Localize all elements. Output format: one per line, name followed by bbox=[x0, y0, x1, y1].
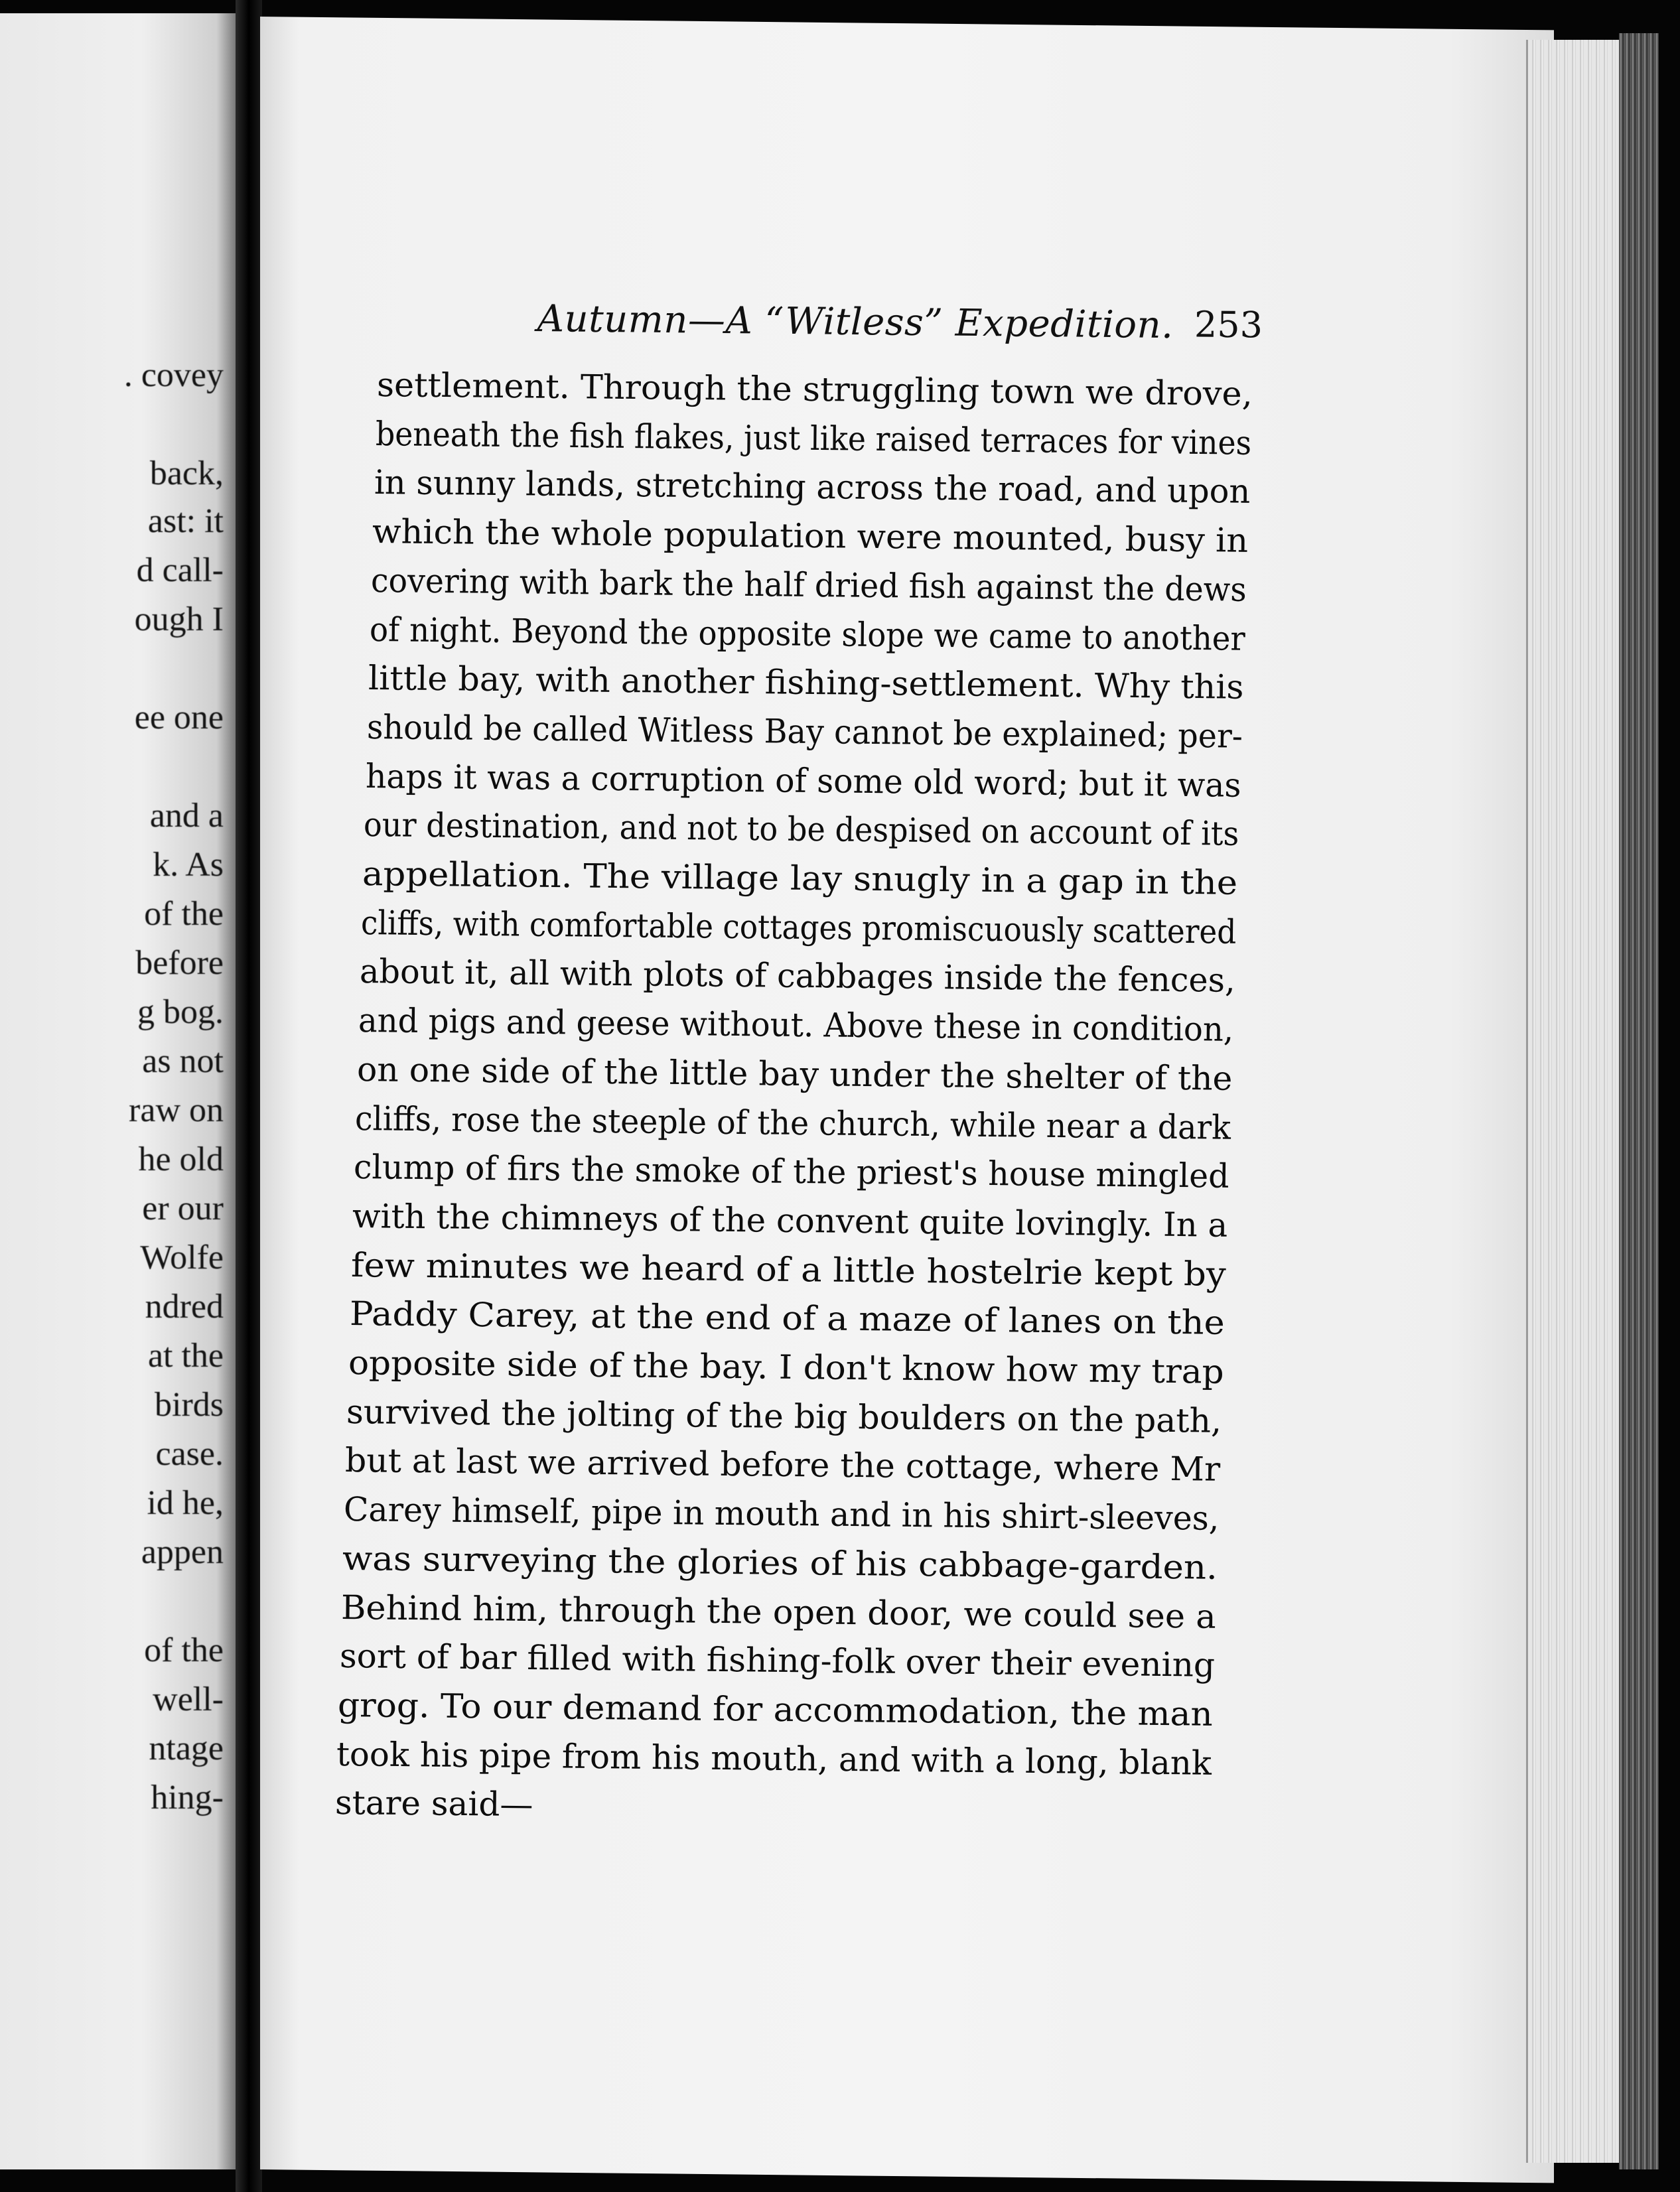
page-edges-shadow bbox=[1619, 33, 1659, 2169]
left-page-line: ntage bbox=[149, 1730, 224, 1767]
left-page-line: he old bbox=[138, 1140, 224, 1178]
body-line: settlement. Through the struggling town we drove, bbox=[376, 366, 1253, 413]
left-page-line: of the bbox=[144, 895, 224, 933]
body-line: haps it was a corruption of some old word; but it was bbox=[365, 756, 1241, 805]
body-line: clump of firs the smoke of the priest's house mingled bbox=[353, 1148, 1230, 1196]
left-page-line: well- bbox=[153, 1680, 224, 1718]
body-line: cliffs, rose the steeple of the church, while near a dark bbox=[355, 1099, 1231, 1147]
body-line: Carey himself, pipe in mouth and in his shirt-sleeves, bbox=[343, 1490, 1220, 1538]
body-line: should be called Witless Bay cannot be explained; per- bbox=[366, 707, 1243, 756]
left-page-line: before bbox=[135, 944, 224, 982]
body-line: our destination, and not to be despised on account of its bbox=[364, 805, 1239, 854]
body-line: few minutes we heard of a little hostelrie kept by bbox=[350, 1245, 1226, 1294]
left-page-line: . covey bbox=[123, 356, 224, 394]
left-facing-page bbox=[0, 13, 236, 2169]
body-line: little bay, with another fishing-settlement. Why this bbox=[368, 659, 1244, 707]
running-head: Autumn—A “Witless” Expedition. bbox=[537, 297, 1174, 348]
left-page-line: ough I bbox=[134, 600, 224, 638]
body-line: was surveying the glories of his cabbage-garden. bbox=[342, 1539, 1218, 1587]
body-line: of night. Beyond the opposite slope we came to another bbox=[369, 610, 1246, 658]
body-line: about it, all with plots of cabbages inside the fences, bbox=[359, 952, 1235, 1000]
left-page-line: back, bbox=[149, 454, 224, 492]
left-page-line: birds bbox=[155, 1386, 224, 1424]
body-line: appellation. The village lay snugly in a gap in the bbox=[362, 855, 1238, 902]
left-page-line: id he, bbox=[147, 1484, 224, 1522]
body-line: on one side of the little bay under the shelter of the bbox=[356, 1050, 1233, 1098]
body-line: which the whole population were mounted, busy in bbox=[372, 512, 1249, 560]
body-line: Behind him, through the open door, we could see a bbox=[340, 1588, 1216, 1636]
left-page-line: case. bbox=[155, 1435, 224, 1473]
body-line: took his pipe from his mouth, and with a long, blank bbox=[336, 1734, 1212, 1783]
body-line: covering with bark the half dried fish against the dews bbox=[370, 561, 1247, 609]
left-page-line: k. As bbox=[153, 846, 224, 884]
left-page-line: Wolfe bbox=[140, 1239, 224, 1276]
left-page-line: ast: it bbox=[147, 502, 224, 540]
body-line: grog. To our demand for accommodation, the man bbox=[338, 1685, 1214, 1734]
body-line: cliffs, with comfortable cottages promiscuously scattered bbox=[360, 903, 1237, 951]
body-line: in sunny lands, stretching across the road, and upon bbox=[374, 463, 1251, 512]
body-line: survived the jolting of the big boulders on the path, bbox=[346, 1392, 1222, 1440]
body-line: Paddy Carey, at the end of a maze of lanes on the bbox=[349, 1294, 1225, 1343]
left-page-line: er our bbox=[142, 1190, 224, 1227]
body-line: with the chimneys of the convent quite lovingly. In a bbox=[352, 1196, 1228, 1245]
book-gutter bbox=[236, 0, 262, 2192]
body-line: and pigs and geese without. Above these in condition, bbox=[358, 1001, 1234, 1049]
left-page-line: g bog. bbox=[137, 993, 224, 1031]
left-page-line: hing- bbox=[151, 1779, 224, 1816]
left-page-line: at the bbox=[147, 1337, 224, 1375]
left-page-line: ee one bbox=[134, 699, 224, 736]
body-line: opposite side of the bay. I don't know how my trap bbox=[348, 1343, 1224, 1391]
body-line: sort of bar filled with fishing-folk over their evening bbox=[339, 1637, 1215, 1684]
left-page-line: ndred bbox=[145, 1288, 224, 1326]
left-page-line: as not bbox=[142, 1042, 224, 1080]
body-line: beneath the fish flakes, just like raised terraces for vines bbox=[375, 414, 1252, 462]
left-page-line: of the bbox=[144, 1631, 224, 1669]
left-page-line: raw on bbox=[129, 1091, 224, 1129]
page-number: 253 bbox=[1194, 303, 1263, 346]
left-page-line: and a bbox=[149, 797, 224, 835]
left-page-line: d call- bbox=[136, 551, 224, 589]
body-line: but at last we arrived before the cottage, where Mr bbox=[344, 1441, 1221, 1489]
body-line: stare said— bbox=[334, 1783, 533, 1824]
left-page-line: appen bbox=[141, 1533, 224, 1571]
